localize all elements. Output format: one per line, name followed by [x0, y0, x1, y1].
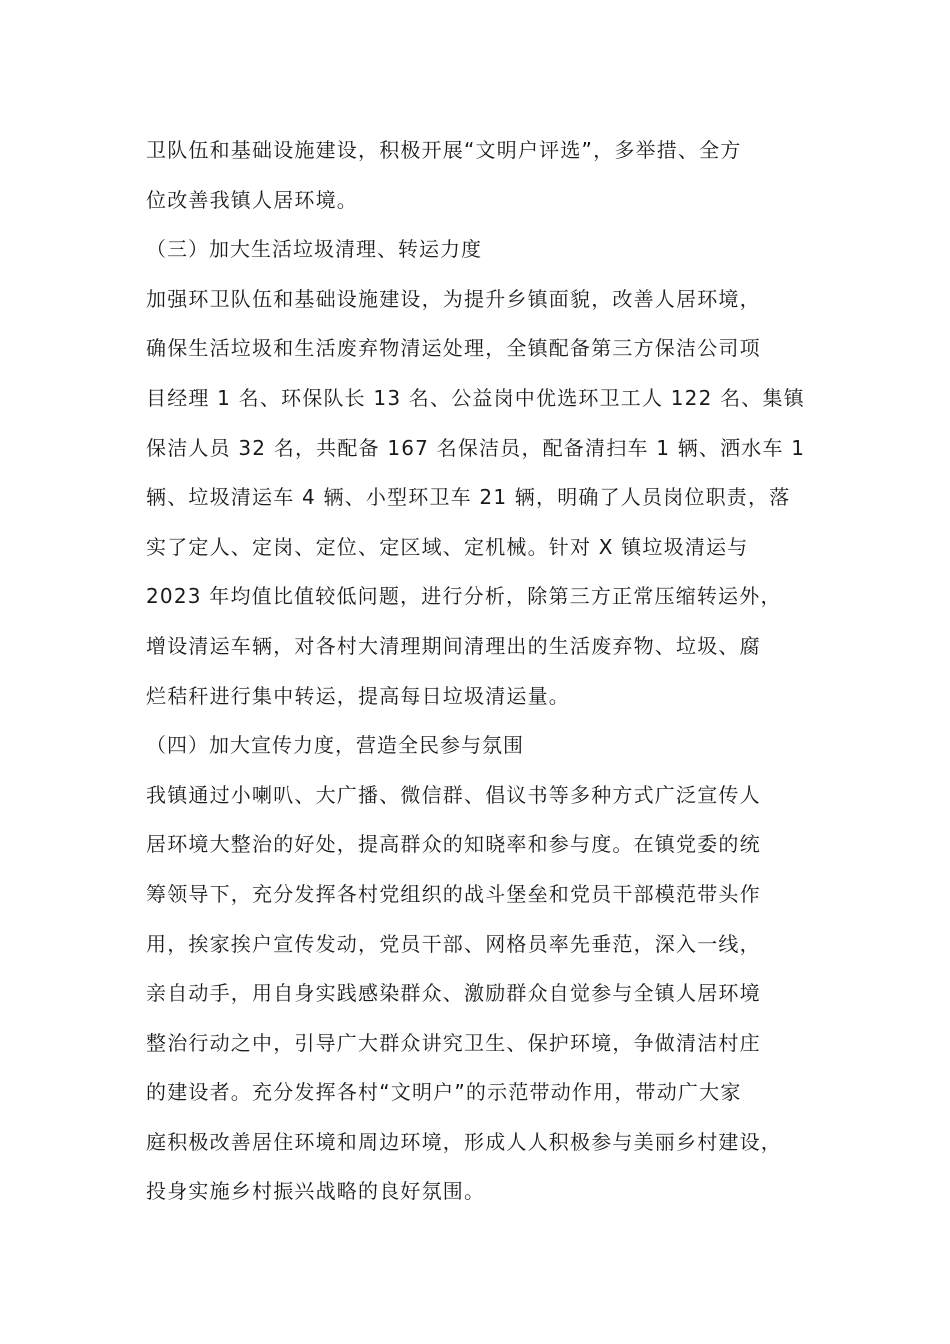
text-line: 实了定人、定岗、定位、定区域、定机械。针对 X 镇垃圾清运与	[146, 534, 749, 559]
text-line: 目经理 1 名、环保队长 13 名、公益岗中优选环卫工人 122 名、集镇	[146, 385, 805, 410]
text-line: 加强环卫队伍和基础设施建设，为提升乡镇面貌，改善人居环境，	[146, 286, 761, 311]
text-line: 卫队伍和基础设施建设，积极开展“文明户评选”，多举措、全方	[146, 138, 742, 162]
text-line: 我镇通过小喇叭、大广播、微信群、倡议书等多种方式广泛宣传人	[146, 782, 761, 807]
document-body	[146, 126, 836, 1217]
text-line: 居环境大整治的好处，提高群众的知晓率和参与度。在镇党委的统	[146, 832, 761, 857]
text-line: 确保生活垃圾和生活废弃物清运处理，全镇配备第三方保洁公司项	[146, 336, 761, 361]
text-line: 增设清运车辆，对各村大清理期间清理出的生活废弃物、垃圾、腐	[146, 633, 761, 658]
text-line: 位改善我镇人居环境。	[146, 187, 358, 212]
text-line: 整治行动之中，引导广大群众讲究卫生、保护环境，争做清洁村庄	[146, 1030, 761, 1055]
text-line: 的建设者。充分发挥各村“文明户”的示范带动作用，带动广大家	[146, 1080, 742, 1105]
text-line: 烂秸秆进行集中转运，提高每日垃圾清运量。	[146, 683, 570, 708]
text-line: 辆、垃圾清运车 4 辆、小型环卫车 21 辆，明确了人员岗位职责，落	[146, 485, 791, 510]
text-line: 庭积极改善居住环境和周边环境，形成人人积极参与美丽乡村建设，	[146, 1129, 782, 1154]
text-line: 筹领导下，充分发挥各村党组织的战斗堡垒和党员干部模范带头作	[146, 881, 761, 906]
section-heading-4: （四）加大宣传力度，营造全民参与氛围	[146, 733, 524, 758]
text-line: 用，挨家挨户宣传发动，党员干部、网格员率先垂范，深入一线，	[146, 931, 761, 956]
text-line: 保洁人员 32 名，共配备 167 名保洁员，配备清扫车 1 辆、洒水车 1	[146, 435, 806, 460]
text-line: 亲自动手，用自身实践感染群众、激励群众自觉参与全镇人居环境	[146, 981, 761, 1006]
text-line: 2023 年均值比值较低问题，进行分析，除第三方正常压缩转运外，	[146, 584, 782, 609]
text-line: 投身实施乡村振兴战略的良好氛围。	[146, 1179, 486, 1204]
section-heading-3: （三）加大生活垃圾清理、转运力度	[146, 237, 482, 262]
